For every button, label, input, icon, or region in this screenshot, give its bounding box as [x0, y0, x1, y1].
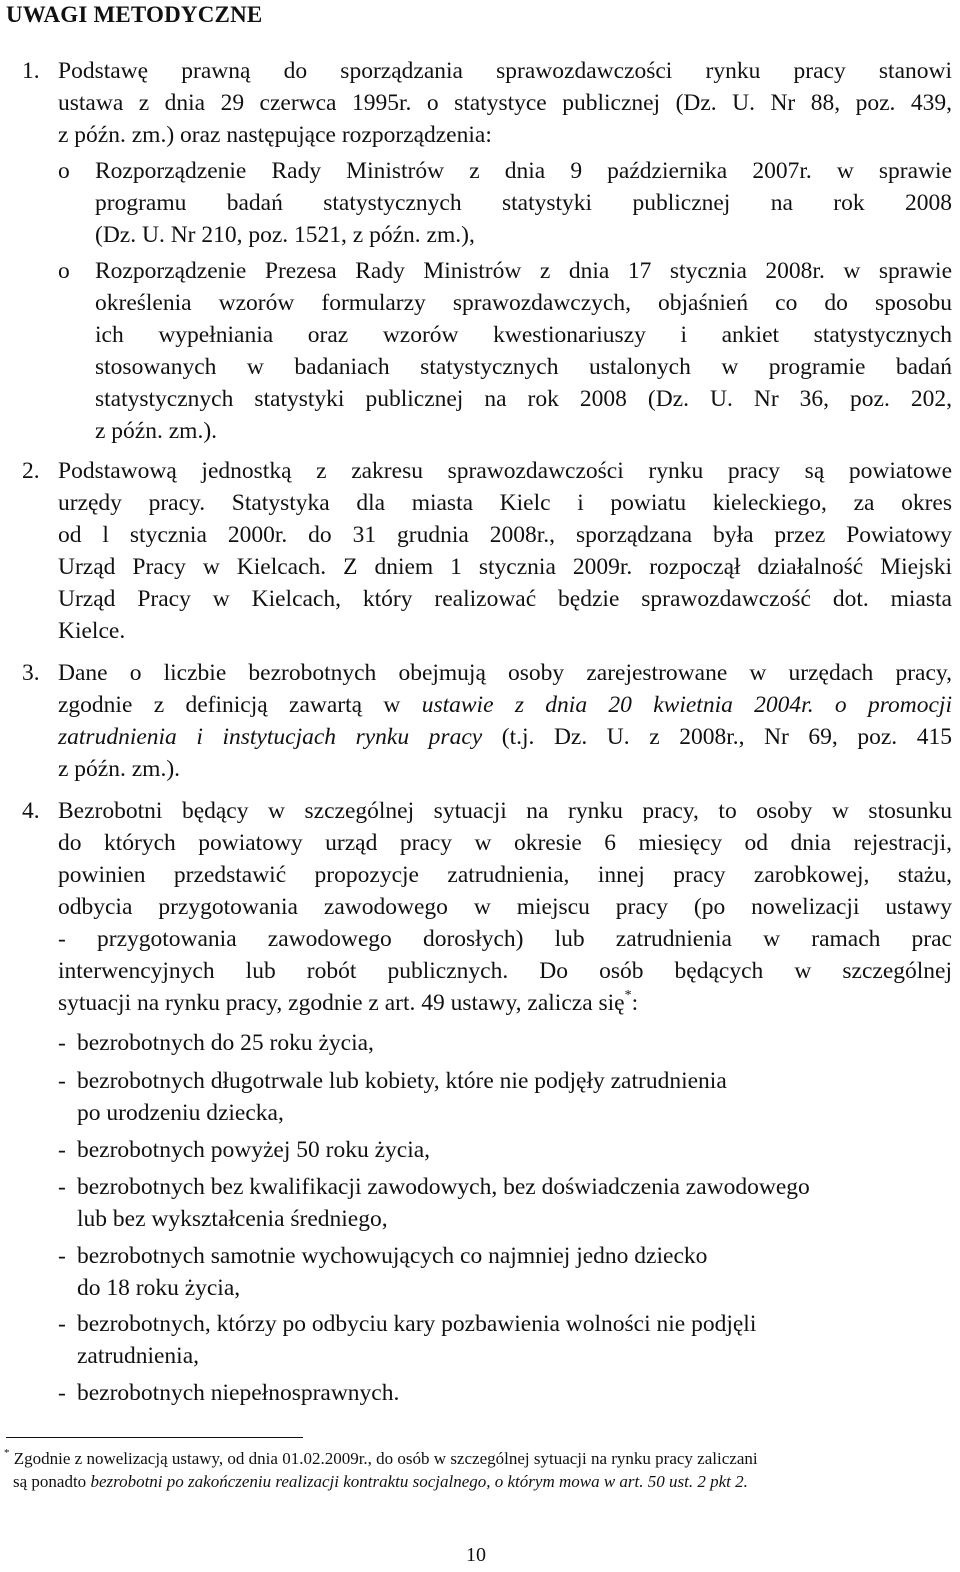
section-number: 4. [22, 798, 40, 824]
paragraph-line: z późn. zm.). [58, 756, 181, 782]
footnote-line [13, 1471, 748, 1493]
paragraph-line: od l stycznia 2000r. do 31 grudnia 2008r., sporządzana była przez Powiatowy [58, 522, 952, 548]
dash-marker: - [58, 1068, 66, 1094]
list-item-line: do 18 roku życia, [77, 1275, 241, 1301]
list-item-line: bezrobotnych bez kwalifikacji zawodowych, bez doświadczenia zawodowego [77, 1174, 810, 1200]
dash-marker: - [58, 1380, 66, 1406]
paragraph-line: urzędy pracy. Statystyka dla miasta Kielc i powiatu kieleckiego, za okres [58, 490, 952, 516]
page-number: 10 [466, 1544, 486, 1566]
footnote-line [4, 1448, 758, 1470]
paragraph-line: Bezrobotni będący w szczególnej sytuacji na rynku pracy, to osoby w stosunku [58, 798, 952, 824]
paragraph-line: interwencyjnych lub robót publicznych. Do osób będących w szczególnej [58, 958, 952, 984]
dash-marker: - [58, 1243, 66, 1269]
bullet-line: programu badań statystycznych statystyki publicznej na rok 2008 [95, 190, 952, 216]
list-item-line: bezrobotnych niepełnosprawnych. [77, 1380, 400, 1406]
list-item-line: bezrobotnych długotrwale lub kobiety, które nie podjęły zatrudnienia [77, 1068, 727, 1094]
list-item-line: bezrobotnych samotnie wychowujących co najmniej jedno dziecko [77, 1243, 708, 1269]
list-item-line: lub bez wykształcenia średniego, [77, 1206, 388, 1232]
footnote-mark: * [4, 1447, 10, 1459]
act-title-italic: zatrudnienia i instytucjach rynku pracy [58, 724, 483, 750]
footnote-separator [6, 1437, 303, 1438]
bullet-marker: o [58, 158, 70, 184]
paragraph-line [58, 721, 952, 753]
paragraph-line: ustawa z dnia 29 czerwca 1995r. o statystyce publicznej (Dz. U. Nr 88, poz. 439, [58, 90, 952, 116]
bullet-line: Rozporządzenie Prezesa Rady Ministrów z dnia 17 stycznia 2008r. w sprawie [95, 258, 952, 284]
paragraph-line [58, 689, 952, 721]
section-number: 3. [22, 660, 40, 686]
list-item-line: po urodzeniu dziecka, [77, 1100, 284, 1126]
section-number: 1. [22, 58, 40, 84]
bullet-line: stosowanych w badaniach statystycznych ustalonych w programie badań [95, 354, 952, 380]
dash-marker: - [58, 1311, 66, 1337]
bullet-line: (Dz. U. Nr 210, poz. 1521, z późn. zm.), [95, 222, 475, 248]
plain-text: (t.j. Dz. U. z 2008r., Nr 69, poz. 415 [482, 724, 952, 750]
footnote-italic-text: bezrobotni po zakończeniu realizacji kontraktu socjalnego, o którym mowa w art. 50 ust. 2 pkt 2. [90, 1472, 748, 1491]
bullet-marker: o [58, 258, 70, 284]
bullet-line: statystycznych statystyki publicznej na rok 2008 (Dz. U. Nr 36, poz. 202, [95, 386, 952, 412]
paragraph-line: powinien przedstawić propozycje zatrudnienia, innej pracy zarobkowej, stażu, [58, 862, 952, 888]
paragraph-line: odbycia przygotowania zawodowego w miejscu pracy (po nowelizacji ustawy [58, 894, 952, 920]
plain-text: zgodnie z definicją zawartą w [58, 692, 422, 718]
bullet-line: z późn. zm.). [95, 418, 218, 444]
list-item-line: zatrudnienia, [77, 1343, 200, 1369]
paragraph-line [58, 987, 638, 1019]
paragraph-line: z późn. zm.) oraz następujące rozporządzenia: [58, 122, 492, 148]
paragraph-line: do których powiatowy urząd pracy w okresie 6 miesięcy od dnia rejestracji, [58, 830, 952, 856]
dash-marker: - [58, 1174, 66, 1200]
bullet-line: określenia wzorów formularzy sprawozdawczych, objaśnień co do sposobu [95, 290, 952, 316]
footnote-text: Zgodnie z nowelizacją ustawy, od dnia 01.02.2009r., do osób w szczególnej sytuacji na rynku pracy zaliczani [9, 1449, 758, 1468]
paragraph-line: - przygotowania zawodowego dorosłych) lub zatrudnienia w ramach prac [58, 926, 952, 952]
bullet-line: Rozporządzenie Rady Ministrów z dnia 9 października 2007r. w sprawie [95, 158, 952, 184]
page-heading: UWAGI METODYCZNE [6, 2, 263, 27]
paragraph-line: Kielce. [58, 618, 126, 644]
paragraph-line: Podstawową jednostką z zakresu sprawozdawczości rynku pracy są powiatowe [58, 458, 952, 484]
list-item-line: bezrobotnych do 25 roku życia, [77, 1030, 374, 1056]
paragraph-line: Urząd Pracy w Kielcach. Z dniem 1 stycznia 2009r. rozpoczął działalność Miejski [58, 554, 952, 580]
list-item-line: bezrobotnych powyżej 50 roku życia, [77, 1137, 431, 1163]
plain-text: sytuacji na rynku pracy, zgodnie z art. 49 ustawy, zalicza się [58, 990, 625, 1016]
paragraph-line: Podstawę prawną do sporządzania sprawozdawczości rynku pracy stanowi [58, 58, 952, 84]
act-title-italic: ustawie z dnia 20 kwietnia 2004r. o promocji [421, 692, 952, 718]
dash-marker: - [58, 1137, 66, 1163]
paragraph-line: Dane o liczbie bezrobotnych obejmują osoby zarejestrowane w urzędach pracy, [58, 660, 952, 686]
list-item-line: bezrobotnych, którzy po odbyciu kary pozbawienia wolności nie podjęli [77, 1311, 757, 1337]
footnote-text: są ponadto [13, 1472, 91, 1491]
footnote-reference[interactable]: * [624, 988, 632, 1003]
section-number: 2. [22, 458, 40, 484]
bullet-line: ich wypełniania oraz wzorów kwestionariuszy i ankiet statystycznych [95, 322, 952, 348]
paragraph-line: Urząd Pracy w Kielcach, który realizować będzie sprawozdawczość dot. miasta [58, 586, 952, 612]
dash-marker: - [58, 1030, 66, 1056]
plain-text: : [631, 990, 639, 1016]
